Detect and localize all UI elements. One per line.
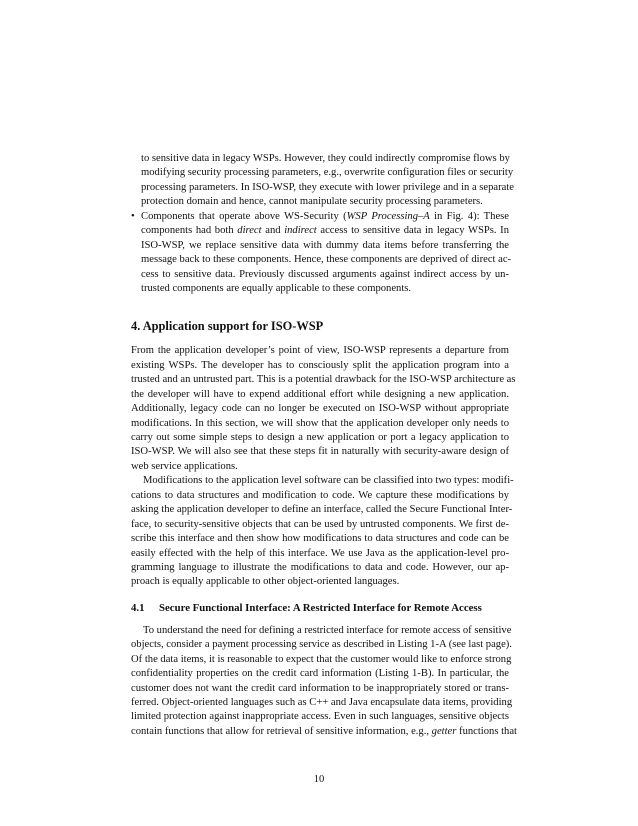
text-line: processing parameters. In ISO-WSP, they execute with lower privilege and in a separate — [141, 181, 515, 193]
text-line: carry out some simple steps to design a new application or port a legacy application to — [131, 432, 509, 443]
text-line: Of the data items, it is reasonable to expect that the customer would like to enforce strong — [131, 653, 512, 665]
text-line: ISO-WSP. We will also see that these steps fit in naturally with security-aware design of — [131, 446, 509, 458]
text-line: limited protection against inappropriate access. Even in such languages, sensitive objects — [131, 711, 509, 723]
text-line: to sensitive data in legacy WSPs. However, they could indirectly compromise flows by — [141, 153, 510, 164]
text-line: protection domain and hence, cannot manipulate security processing parameters. — [141, 196, 483, 208]
paragraph — [131, 474, 514, 590]
text-line: face, to security-sensitive objects that can be used by untrusted components. We first de- — [131, 518, 509, 530]
text-line: existing WSPs. The developer has to consciously split the application program into a — [131, 359, 509, 371]
text-line: cess to sensitive data. Previously discussed arguments against indirect access by un- — [141, 268, 509, 280]
subsection-title: Secure Functional Interface: A Restricted Interface for Remote Access — [159, 601, 482, 614]
text-line: web service applications. — [131, 460, 238, 472]
text-line: Additionally, legacy code can no longer be executed on ISO-WSP without appropriate — [131, 403, 509, 415]
text-line: cations to data structures and modification to code. We capture these modifications by — [131, 489, 509, 501]
text-line: ferred. Object-oriented languages such as C++ and Java encapsulate data items, providing — [131, 697, 513, 708]
subsection-number: 4.1 — [131, 601, 145, 614]
text-line: trusted and an untrusted part. This is a potential drawback for the ISO-WSP architecture as — [131, 374, 516, 386]
paragraph — [131, 624, 517, 740]
text-line: trusted components are equally applicable to these components. — [141, 282, 412, 294]
text-line: components had both direct and indirect access to sensitive data in legacy WSPs. In — [141, 225, 509, 237]
text-line: the developer will have to expend additional effort while designing a new application. — [131, 388, 509, 400]
text-line: ISO-WSP, we replace sensitive data with dummy data items before transferring the — [141, 239, 509, 251]
page-number: 10 — [313, 774, 325, 785]
bullet-marker: • — [131, 210, 135, 222]
text-line: From the application developer’s point of view, ISO-WSP represents a departure from — [131, 345, 509, 357]
text-line: To understand the need for defining a restricted interface for remote access of sensitive — [143, 624, 512, 636]
text-line: message back to these components. Hence, these components are deprived of direct ac- — [141, 254, 512, 266]
bullet-continuation — [131, 152, 515, 210]
paragraph — [131, 344, 516, 474]
text-line: Components that operate above WS-Security (WSP Processing–A in Fig. 4): These — [141, 210, 509, 222]
text-line: customer does not want the credit card information to be inappropriately stored or trans- — [131, 682, 509, 694]
bullet-item — [131, 210, 512, 297]
text-line: Modifications to the application level software can be classified into two types: modifi- — [143, 475, 514, 487]
text-line: gramming language to illustrate the modifications to data and code. However, our ap- — [131, 561, 509, 573]
text-line: confidentiality properties on the credit card information (Listing 1-B). In particular, the — [131, 668, 509, 680]
section-heading: 4. Application support for ISO-WSP — [131, 319, 324, 334]
text-line: asking the application developer to define an interface, called the Secure Functional Inter- — [131, 504, 513, 516]
subsection-heading — [131, 601, 509, 615]
text-line: scribe this interface and then show how modifications to data structures and code can be — [131, 533, 509, 545]
text-line: objects, consider a payment processing service as described in Listing 1-A (see last page). — [131, 639, 512, 651]
text-line: easily effected with the help of this interface. We use Java as the application-level pro- — [131, 547, 509, 559]
text-line: modifications. In this section, we will show that the application developer only needs to — [131, 417, 509, 429]
text-line: modifying security processing parameters, e.g., overwrite configuration files or security — [141, 167, 514, 179]
page-body — [131, 152, 517, 739]
text-line: contain functions that allow for retrieval of sensitive information, e.g., getter functions that — [131, 725, 517, 737]
text-line: proach is equally applicable to other object-oriented languages. — [131, 576, 400, 588]
